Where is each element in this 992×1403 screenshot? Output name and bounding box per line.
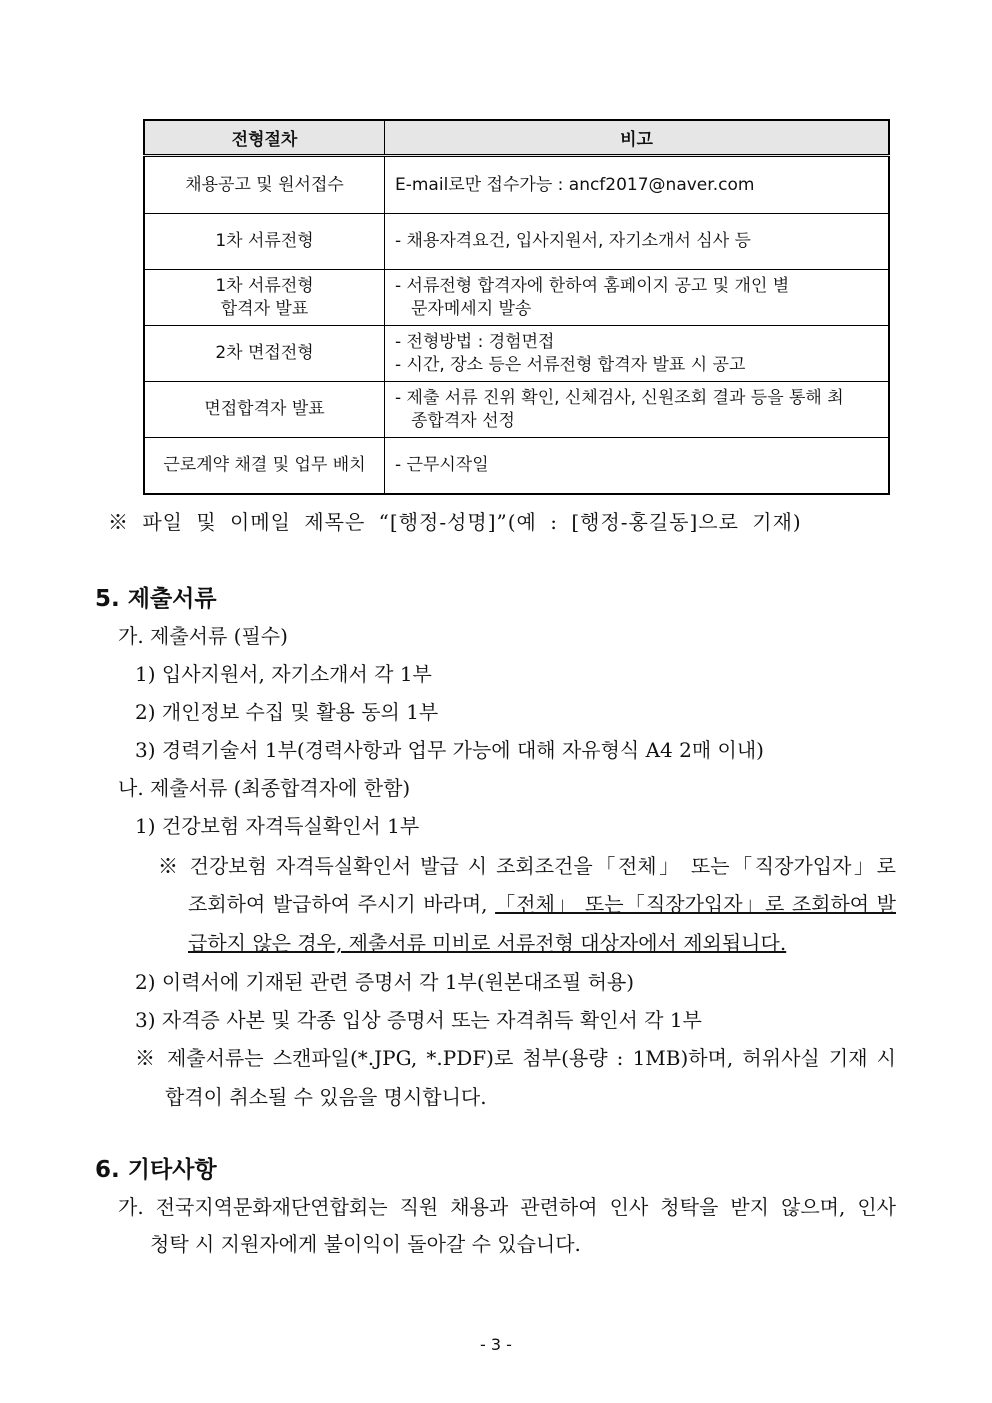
table-row — [144, 326, 889, 382]
table-row — [144, 438, 889, 495]
note-cell: - 서류전형 합격자에 한하여 홈페이지 공고 및 개인 별 문자메세지 발송 — [385, 270, 890, 326]
section-5-b-title: 나. 제출서류 (최종합격자에 한함) — [118, 776, 411, 800]
note-cell: - 제출 서류 진위 확인, 신체검사, 신원조회 결과 등을 통해 최 종합격자 선정 — [385, 382, 890, 438]
table-header-row — [144, 120, 889, 156]
step-cell: 1차 서류전형 — [144, 214, 385, 270]
note-cell: - 근무시작일 — [385, 438, 890, 495]
table-row — [144, 156, 889, 214]
list-item: 2) 이력서에 기재된 관련 증명서 각 1부(원본대조필 허용) — [135, 970, 635, 994]
step-cell: 근로계약 채결 및 업무 배치 — [144, 438, 385, 495]
section-5-a-title: 가. 제출서류 (필수) — [118, 624, 288, 648]
header-note: 비고 — [385, 120, 890, 156]
section-6-a-line-2: 청탁 시 지원자에게 불이익이 돌아갈 수 있습니다. — [150, 1232, 581, 1256]
section-5-heading: 5. 제출서류 — [95, 586, 217, 612]
list-item: 3) 경력기술서 1부(경력사항과 업무 가능에 대해 자유형식 A4 2매 이내) — [135, 738, 764, 762]
selection-process-table — [143, 119, 890, 495]
table-row — [144, 214, 889, 270]
scan-file-note-line-1: ※ 제출서류는 스캔파일(*.JPG, *.PDF)로 첨부(용량 : 1MB)하며, 허위사실 기재 시 — [135, 1046, 896, 1070]
insurance-note-underlined: 「전체」 또는「직장가입자」로 조회하여 발 — [495, 892, 896, 916]
insurance-note-line-3: 급하지 않은 경우, 제출서류 미비로 서류전형 대상자에서 제외됩니다. — [188, 931, 787, 955]
section-6-heading: 6. 기타사항 — [95, 1157, 217, 1183]
step-cell: 면접합격자 발표 — [144, 382, 385, 438]
page-number: - 3 - — [480, 1335, 512, 1354]
header-step: 전형절차 — [144, 120, 385, 156]
list-item: 1) 입사지원서, 자기소개서 각 1부 — [135, 662, 432, 686]
list-item: 2) 개인정보 수집 및 활용 동의 1부 — [135, 700, 439, 724]
scan-file-note-line-2: 합격이 취소될 수 있음을 명시합니다. — [165, 1085, 487, 1109]
insurance-note-line-1: ※ 건강보험 자격득실확인서 발급 시 조회조건을「전체」 또는「직장가입자」로 — [158, 854, 896, 878]
list-item: 3) 자격증 사본 및 각종 입상 증명서 또는 자격취득 확인서 각 1부 — [135, 1008, 702, 1032]
step-cell: 채용공고 및 원서접수 — [144, 156, 385, 214]
table-row — [144, 382, 889, 438]
list-item: 1) 건강보험 자격득실확인서 1부 — [135, 814, 420, 838]
table-row — [144, 270, 889, 326]
insurance-note-plain: 조회하여 발급하여 주시기 바라며, — [188, 892, 488, 916]
note-cell: E-mail로만 접수가능 : ancf2017@naver.com — [385, 156, 890, 214]
note-cell: - 전형방법 : 경험면접 - 시간, 장소 등은 서류전형 합격자 발표 시 공고 — [385, 326, 890, 382]
file-naming-note: ※ 파일 및 이메일 제목은 “[행정-성명]”(예 : [행정-홍길동]으로 기재) — [108, 510, 802, 534]
step-cell: 2차 면접전형 — [144, 326, 385, 382]
insurance-note-line-2 — [188, 888, 896, 917]
note-cell: - 채용자격요건, 입사지원서, 자기소개서 심사 등 — [385, 214, 890, 270]
section-6-a-line-1: 가. 전국지역문화재단연합회는 직원 채용과 관련하여 인사 청탁을 받지 않으며, 인사 — [118, 1195, 896, 1219]
step-cell: 1차 서류전형 합격자 발표 — [144, 270, 385, 326]
